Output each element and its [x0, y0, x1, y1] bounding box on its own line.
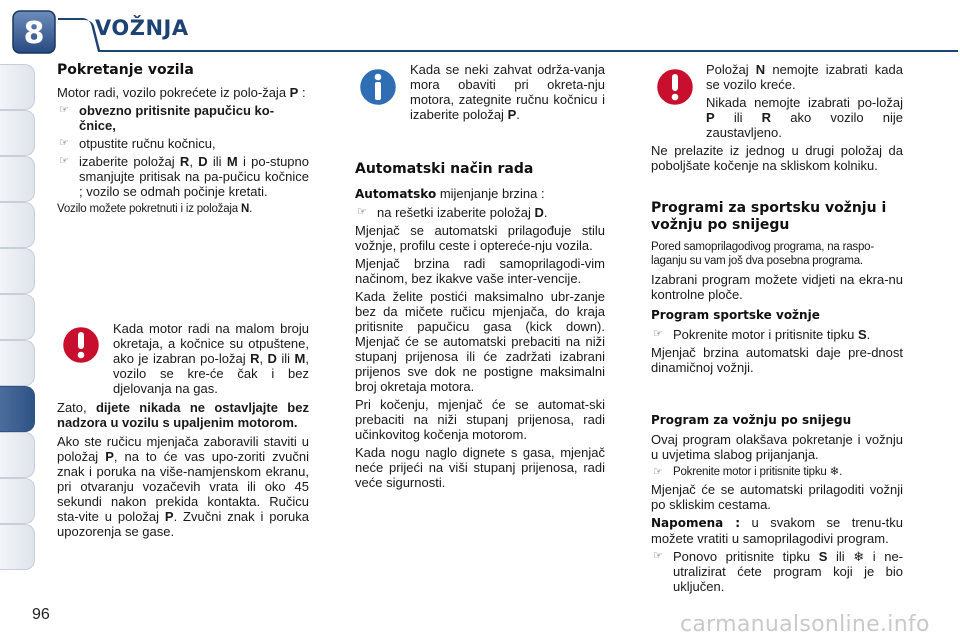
bullet-icon: ☞	[59, 137, 69, 149]
paragraph: Mjenjač će se automatski prilagoditi vožnji po skliskim cestama.	[651, 482, 903, 512]
list-item: ☞ Pokrenite motor i pritisnite tipku ❄.	[653, 466, 843, 478]
note-paragraph: Vozilo možete pokretnuti i iz položaja N.	[57, 203, 253, 215]
bullet-icon: ☞	[59, 155, 69, 167]
info-text: Kada se neki zahvat održa-vanja mora obaviti pri okreta-nju motora, zategnite ručnu kočnicu i izaberite položaj P.	[410, 62, 605, 122]
list-item: ☞ izaberite položaj R, D ili M i po-stupno smanjujte pritisak na pa-pučicu kočnice ; vozilo se odmah počinje kretati.	[59, 154, 309, 199]
chapter-tab[interactable]	[0, 248, 35, 294]
chapter-tab[interactable]	[0, 432, 35, 478]
column-3	[651, 62, 903, 594]
list-item: ☞ Pokrenite motor i pritisnite tipku S.	[653, 327, 871, 342]
section-title: Pokretanje vozila	[57, 62, 194, 78]
park-warning-paragraph: Ako ste ručicu mjenjača zaboravili staviti u položaj P, na to će vas upo-zoriti zvučni znak i poruka na više-namjenskom ekranu, pri otvaranju vozačevih vrata ili oko 45 sekundi nakon prekida kontakta. Ručicu sta-vite u položaj P. Zvučni znak i poruka upozorenja se gase.	[57, 434, 310, 539]
page-number: 96	[32, 606, 50, 623]
paragraph: Mjenjač se automatski prilagođuje stilu vožnje, profilu ceste i optereće-nju vozila.	[355, 223, 605, 253]
chapter-title: VOŽNJA	[95, 16, 189, 40]
svg-text:8: 8	[23, 16, 45, 51]
chapter-tab[interactable]	[0, 524, 35, 570]
warning-text: Nikada nemojte izabrati po-ložaj P ili R ako vozilo nije zaustavljeno.	[706, 95, 903, 140]
subsection-title: Program za vožnju po snijegu	[651, 413, 852, 427]
chapter-tab[interactable]	[0, 340, 35, 386]
snowflake-icon: ❄	[829, 466, 840, 478]
list-item: ☞ na rešetki izaberite položaj D.	[357, 205, 548, 220]
paragraph: Ovaj program olakšava pokretanje i vožnju u uvjetima slabog prijanjanja.	[651, 432, 903, 462]
bullet-icon: ☞	[653, 328, 663, 340]
auto-intro: Automatsko mijenjanje brzina :	[355, 186, 545, 201]
watermark: carmanualsonline.info	[680, 612, 930, 637]
warning-block-1	[57, 321, 309, 539]
chapter-tab[interactable]	[0, 202, 35, 248]
chapter-badge-icon	[12, 10, 56, 54]
paragraph: Izabrani program možete vidjeti na ekra-nu kontrolne ploče.	[651, 272, 903, 302]
bullet-icon: ☞	[59, 104, 69, 116]
subsection-title: Program sportske vožnje	[651, 308, 820, 322]
warning-text: Položaj N nemojte izabrati kada se vozilo kreće.	[706, 62, 903, 92]
paragraph: Kada želite postići maksimalno ubr-zanje bez da mičete ručicu mjenjača, do kraja pritisnite papučicu gasa (kick down). Mjenjač će se automatski prebaciti na niži stupanj prijenosa ili će zadržati izabrani prijenos sve dok ne postigne maksimalni broj okretaja motora.	[355, 289, 605, 394]
chapter-tab-active[interactable]	[0, 386, 35, 432]
warning-text-bold: Zato, dijete nikada ne ostavljajte bez nadzora u vozilu s upaljenim motorom.	[57, 400, 309, 430]
paragraph: Mjenjač brzina radi samoprilagodi-vim načinom, bez ikakve vaše inter-vencije.	[355, 256, 605, 286]
bullet-icon: ☞	[357, 206, 367, 218]
section-title: Automatski način rada	[355, 161, 534, 177]
chapter-tab[interactable]	[0, 64, 35, 110]
section-title: Programi za sportsku vožnju i vožnju po snijegu	[651, 200, 887, 233]
list-item: ☞ otpustite ručnu kočnicu,	[59, 136, 216, 151]
bullet-icon: ☞	[653, 466, 663, 478]
list-item: ☞ Ponovo pritisnite tipku S ili ❄ i ne-utralizirat ćete program koji je bio uključen.	[653, 549, 904, 594]
paragraph: Kada nogu naglo dignete s gasa, mjenjač neće prijeći na viši stupanj prijenosa, radi veće sigurnosti.	[355, 445, 605, 490]
chapter-tab[interactable]	[0, 478, 35, 524]
paragraph: Mjenjač brzina automatski daje pre-dnost dinamičnoj vožnji.	[651, 345, 903, 375]
column-2	[355, 62, 605, 490]
paragraph: Pri kočenju, mjenjač će se automat-ski prebaciti na niži stupanj prijenosa, radi učinkovitog kočenja motorom.	[355, 397, 605, 442]
header-band	[58, 14, 958, 54]
intro-paragraph: Pored samoprilagodivog programa, na raspo-laganju su vam još dva posebna programa.	[651, 241, 875, 267]
chapter-tab[interactable]	[0, 294, 35, 340]
intro-paragraph: Motor radi, vozilo pokrećete iz polo-žaja P :	[57, 85, 306, 100]
column-1	[57, 62, 309, 216]
list-item: ☞ obvezno pritisnite papučicu ko-čnice,	[59, 103, 275, 133]
snowflake-icon: ❄	[853, 549, 865, 564]
paragraph: Ne prelazite iz jednog u drugi položaj da poboljšate kočenje na skliskom kolniku.	[651, 143, 903, 173]
chapter-tab[interactable]	[0, 156, 35, 202]
warning-text: Kada motor radi na malom broju okretaja, a kočnice su otpuštene, ako je izabran po-ložaj R, D ili M, vozilo se kre-će čak i bez djelovanja na gas.	[113, 321, 309, 396]
note-paragraph: Napomena : u svakom se trenu-tku možete vratiti u samoprilagodivi program.	[651, 515, 904, 546]
page-header	[0, 0, 960, 62]
chapter-tab[interactable]	[0, 110, 35, 156]
bullet-icon: ☞	[653, 550, 663, 562]
